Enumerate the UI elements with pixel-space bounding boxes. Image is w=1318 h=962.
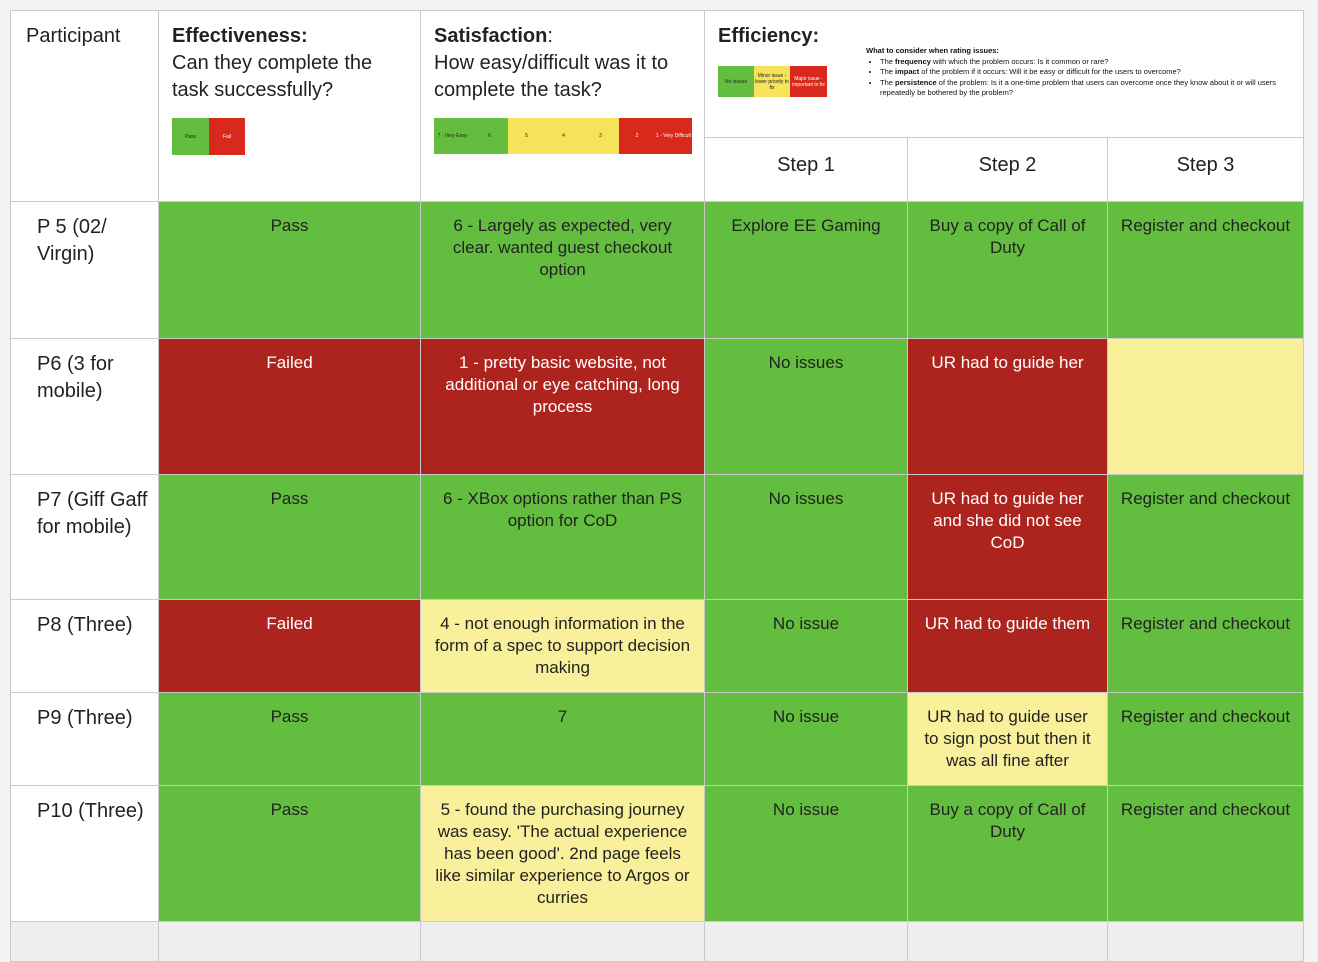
- effectiveness-title: Effectiveness:: [172, 25, 308, 47]
- participant-cell: P9 (Three): [10, 693, 159, 786]
- legend-no-issues: No issues: [718, 66, 754, 97]
- step-3-cell: Register and checkout: [1108, 600, 1304, 693]
- effectiveness-question: Can they complete the task successfully?: [172, 52, 373, 101]
- satisfaction-cell: 4 - not enough information in the form of a spec to support decision making: [421, 600, 705, 693]
- legend-7: 7 - Very Easy: [434, 118, 471, 154]
- participant-header-label: Participant: [26, 25, 121, 47]
- step-1-cell: No issues: [705, 339, 908, 475]
- step-1-cell: No issue: [705, 786, 908, 922]
- step-1-cell: No issue: [705, 693, 908, 786]
- empty-cell: [908, 922, 1108, 962]
- step-2-cell: UR had to guide user to sign post but then it was all fine after: [908, 693, 1108, 786]
- effectiveness-cell: Failed: [159, 600, 421, 693]
- rating-note-frequency: • The frequency with which the problem occurs: Is it common or rare?: [880, 57, 1286, 68]
- satisfaction-cell: 1 - pretty basic website, not additional or eye catching, long process: [421, 339, 705, 475]
- efficiency-title: Efficiency:: [718, 25, 820, 47]
- satisfaction-legend: [434, 118, 692, 154]
- step-3-header: Step 3: [1108, 138, 1304, 202]
- legend-6: 6: [471, 118, 508, 154]
- step-2-cell: UR had to guide them: [908, 600, 1108, 693]
- rating-note-persistence: • The persistence of the problem: Is it a one-time problem that users can overcome once they know about it or will users repeatedly be bothered by the problem?: [880, 78, 1286, 99]
- empty-cell: [159, 922, 421, 962]
- empty-cell: [421, 922, 705, 962]
- rating-notes: [866, 46, 1286, 99]
- satisfaction-cell: 7: [421, 693, 705, 786]
- step-2-header: Step 2: [908, 138, 1108, 202]
- participant-cell: P10 (Three): [10, 786, 159, 922]
- effectiveness-cell: Pass: [159, 475, 421, 600]
- satisfaction-title: Satisfaction: [434, 25, 548, 47]
- step-2-cell: UR had to guide her: [908, 339, 1108, 475]
- effectiveness-cell: Pass: [159, 786, 421, 922]
- legend-fail: Fail: [209, 118, 245, 155]
- satisfaction-cell: 6 - Largely as expected, very clear. wanted guest checkout option: [421, 202, 705, 339]
- participant-cell: P7 (Giff Gaff for mobile): [10, 475, 159, 600]
- step-2-cell: Buy a copy of Call of Duty: [908, 202, 1108, 339]
- effectiveness-cell: Failed: [159, 339, 421, 475]
- effectiveness-legend: [172, 118, 245, 155]
- effectiveness-cell: Pass: [159, 202, 421, 339]
- legend-5: 5: [508, 118, 545, 154]
- legend-4: 4: [545, 118, 582, 154]
- participant-cell: P8 (Three): [10, 600, 159, 693]
- efficiency-legend: [718, 66, 827, 97]
- effectiveness-cell: Pass: [159, 693, 421, 786]
- participant-header: [10, 10, 159, 202]
- step-1-header: Step 1: [705, 138, 908, 202]
- step-1-cell: No issues: [705, 475, 908, 600]
- legend-minor-issue: Minor issue - lower priority to fix: [754, 66, 790, 97]
- satisfaction-colon: :: [547, 25, 553, 47]
- participant-cell: P 5 (02/ Virgin): [10, 202, 159, 339]
- rating-notes-heading: What to consider when rating issues:: [866, 46, 999, 55]
- step-3-cell: Register and checkout: [1108, 786, 1304, 922]
- legend-pass: Pass: [172, 118, 209, 155]
- step-1-cell: Explore EE Gaming: [705, 202, 908, 339]
- satisfaction-cell: 6 - XBox options rather than PS option for CoD: [421, 475, 705, 600]
- participant-cell: P6 (3 for mobile): [10, 339, 159, 475]
- empty-cell: [1108, 922, 1304, 962]
- legend-1: 1 - Very Difficult: [655, 118, 692, 154]
- step-3-cell: Register and checkout: [1108, 475, 1304, 600]
- step-2-cell: Buy a copy of Call of Duty: [908, 786, 1108, 922]
- legend-major-issue: Major issue - important to fix: [790, 66, 827, 97]
- satisfaction-cell: 5 - found the purchasing journey was easy. 'The actual experience has been good'. 2nd page feels like similar experience to Argos or curries: [421, 786, 705, 922]
- rating-note-impact: • The impact of the problem if it occurs: Will it be easy or difficult for the users to overcome?: [880, 67, 1286, 78]
- legend-2: 2: [619, 118, 655, 154]
- legend-3: 3: [582, 118, 619, 154]
- step-3-cell: Register and checkout: [1108, 693, 1304, 786]
- empty-cell: [10, 922, 159, 962]
- step-3-cell: Register and checkout: [1108, 202, 1304, 339]
- step-1-cell: No issue: [705, 600, 908, 693]
- empty-cell: [705, 922, 908, 962]
- satisfaction-question: How easy/difficult was it to complete the task?: [434, 52, 669, 101]
- step-3-cell: [1108, 339, 1304, 475]
- satisfaction-header: [421, 10, 705, 202]
- step-2-cell: UR had to guide her and she did not see CoD: [908, 475, 1108, 600]
- effectiveness-header: [159, 10, 421, 202]
